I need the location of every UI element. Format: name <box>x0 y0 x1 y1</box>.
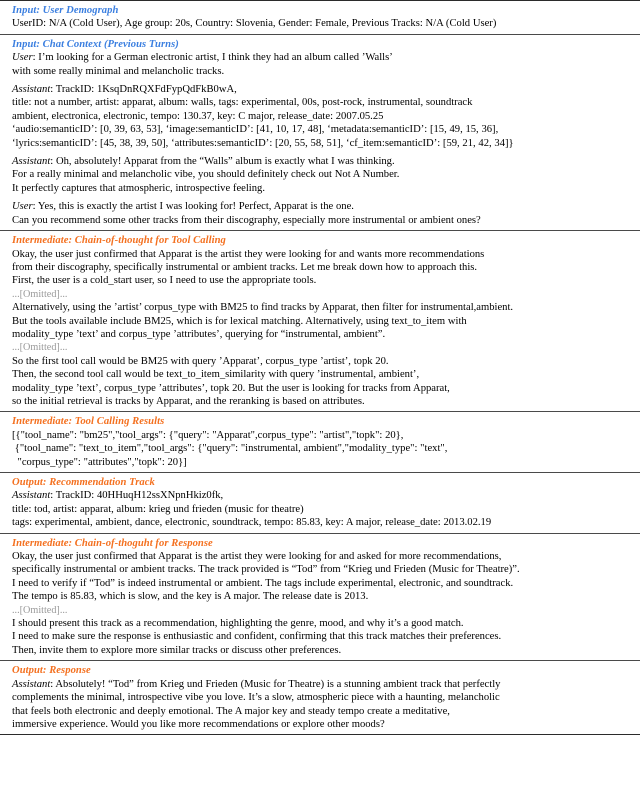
chat-turn-user-1 <box>12 51 628 64</box>
section-cot-tool-calling <box>0 231 640 411</box>
cot-tool-line-6: modality_type ’text’ and corpus_type ’attributes’, querying for “instrumental, ambient”. <box>12 328 386 340</box>
cot-tool-line-3: First, the user is a cold_start user, so I need to use the appropriate tools. <box>12 275 317 287</box>
cot-response-line-2: specifically instrumental or ambient tracks. The track provided is “Tod” from “Krieg und Frieden (Music for Theatre)”. <box>12 564 520 576</box>
chat-turn-assistant-1-text: : TrackID: 1KsqDnRQXFdFypQdFkB0wA, <box>50 84 237 96</box>
cot-response-line-3: I need to verify if “Tod” is indeed instrumental or ambient. The tags include experimental, electronic, and soundtrack. <box>12 577 514 589</box>
section-response <box>0 661 640 734</box>
section-heading-recommendation-track: Output: Recommendation Track <box>12 477 155 488</box>
tool-result-line-2: {"tool_name": "text_to_item","tool_args": {"query": "instrumental, ambient","modality_type": "text", <box>12 443 448 455</box>
section-heading-chat-context: Input: Chat Context (Previous Turns) <box>12 38 179 50</box>
response-line-3: that feels both electronic and deeply emotional. The A major key and steady tempo create a meditative, <box>12 705 450 717</box>
section-cot-response <box>0 534 640 661</box>
response-line-2: complements the minimal, introspective vibe you love. It’s a slow, atmospheric piece with a haunting, melancholic <box>12 692 500 704</box>
section-tool-calling-results <box>0 412 640 472</box>
response-line-1 <box>12 678 628 691</box>
cot-tool-line-4: Alternatively, using the ’artist’ corpus_type with BM25 to find tracks by Apparat, then filter for instrumental,ambient. <box>12 302 514 314</box>
omitted-marker-3: ...[Omitted]... <box>12 604 68 616</box>
response-line-1-text: : Absolutely! “Tod” from Krieg und Frieden (Music for Theatre) is a stunning ambient track that perfectly <box>50 678 501 690</box>
cot-tool-line-7: So the first tool call would be BM25 with query ’Apparat’, corpus_type ’artist’, topk 20. <box>12 355 389 367</box>
chat-turn-user-2-cont: Can you recommend some other tracks from their discography, especially more instrumental or ambient ones? <box>12 214 481 226</box>
role-label-assistant: Assistant <box>12 84 51 96</box>
rec-track-id-text: : TrackID: 40HHuqH12ssXNpnHkiz0fk, <box>50 490 224 502</box>
semantic-id-line-2: ‘lyrics:semanticID’: [45, 38, 39, 50], ‘attributes:semanticID’: [20, 55, 58, 51], ‘cf_item:semanticID’: [59, 21, 42, 34]} <box>12 137 514 149</box>
role-label-assistant: Assistant <box>12 156 51 168</box>
track-title-line: title: not a number, artist: apparat, album: walls, tags: experimental, 00s, post-rock, instrumental, soundtrack <box>12 97 473 109</box>
chat-turn-user-2 <box>12 200 628 213</box>
bottom-rule <box>0 734 640 735</box>
rec-track-title-line: title: tod, artist: apparat, album: krieg und frieden (music for theatre) <box>12 503 304 515</box>
chat-turn-user-1-text: : I’m looking for a German electronic artist, I think they had an album called ’Walls’ <box>32 52 393 64</box>
cot-response-line-6: I need to make sure the response is enthusiastic and confident, confirming that this track matches their preferences. <box>12 631 502 643</box>
section-chat-context <box>0 35 640 230</box>
cot-tool-line-10: so the initial retrieval is tracks by Apparat, and the reranking is based on attributes. <box>12 395 365 407</box>
chat-turn-assistant-2-cont2: It perfectly captures that atmospheric, introspective feeling. <box>12 182 265 194</box>
rec-track-id-line <box>12 489 628 502</box>
cot-tool-line-8: Then, the second tool call would be text_to_item_similarity with query ’instrumental, ambient’, <box>12 369 420 381</box>
tool-result-line-1: [{"tool_name": "bm25","tool_args": {"query": "Apparat",corpus_type": "artist","topk": 20}, <box>12 429 404 441</box>
omitted-marker-2: ...[Omitted]... <box>12 342 68 354</box>
section-heading-user-demograph: Input: User Demograph <box>12 5 119 16</box>
tool-result-line-3: "corpus_type": "attributes","topk": 20}] <box>12 456 187 468</box>
section-heading-tool-calling-results: Intermediate: Tool Calling Results <box>12 416 165 428</box>
cot-tool-line-1: Okay, the user just confirmed that Apparat is the artist they were looking for and wants more recommendations <box>12 248 485 260</box>
response-line-4: immersive experience. Would you like more recommendations or explore other moods? <box>12 718 385 730</box>
semantic-id-line-1: ‘audio:semanticID’: [0, 39, 63, 53], ‘image:semanticID’: [41, 10, 17, 48], ‘metadata:semanticID’: [15, 49, 15, 36], <box>12 124 499 136</box>
role-label-assistant: Assistant <box>12 490 51 502</box>
chat-turn-user-2-text: : Yes, this is exactly the artist I was looking for! Perfect, Apparat is the one. <box>32 201 354 213</box>
role-label-user: User <box>12 201 33 213</box>
cot-response-line-5: I should present this track as a recommendation, highlighting the genre, mood, and why it’s a good match. <box>12 618 464 630</box>
chat-turn-assistant-2-text: : Oh, absolutely! Apparat from the “Walls” album is exactly what I was thinking. <box>50 156 395 168</box>
chat-turn-user-1-cont: with some really minimal and melancholic tracks. <box>12 65 225 77</box>
section-heading-cot-tool-calling: Intermediate: Chain-of-thought for Tool Calling <box>12 235 226 247</box>
cot-tool-line-9: modality_type ’text’, corpus_type ’attributes’, topk 20. But the user is looking for tracks from Apparat, <box>12 382 450 394</box>
chat-turn-assistant-2 <box>12 155 628 168</box>
section-heading-cot-response: Intermediate: Chain-of-thoguht for Response <box>12 537 213 549</box>
section-recommendation-track <box>0 473 640 533</box>
track-tags-line: ambient, electronica, electronic, tempo: 130.37, key: C major, release_date: 2007.05.25 <box>12 110 384 122</box>
user-demograph-line: UserID: N/A (Cold User), Age group: 20s, Country: Slovenia, Gender: Female, Previous Tracks: N/A (Cold User) <box>12 18 497 30</box>
section-heading-response: Output: Response <box>12 665 91 677</box>
omitted-marker-1: ...[Omitted]... <box>12 288 68 300</box>
cot-tool-line-5: But the tools available include BM25, which is for lexical matching. Alternatively, using text_to_item with <box>12 315 467 327</box>
cot-response-line-7: Then, invite them to explore more similar tracks or discuss other preferences. <box>12 644 342 656</box>
role-label-user: User <box>12 52 33 64</box>
chat-turn-assistant-2-cont1: For a really minimal and melancholic vibe, you should definitely check out Not A Number. <box>12 169 400 181</box>
cot-response-line-1: Okay, the user just confirmed that Apparat is the artist they were looking for and asked for more recommendations, <box>12 551 502 563</box>
chat-turn-assistant-1 <box>12 83 628 96</box>
rec-track-tags-line: tags: experimental, ambient, dance, electronic, soundtrack, tempo: 85.83, key: A major, release_date: 2013.02.19 <box>12 517 492 529</box>
section-user-demograph <box>0 1 640 34</box>
role-label-assistant: Assistant <box>12 678 51 690</box>
cot-tool-line-2: from their discography, specifically instrumental or ambient tracks. Let me break down how to approach this. <box>12 261 478 273</box>
cot-response-line-4: The tempo is 85.83, which is slow, and the key is A major. The release date is 2013. <box>12 591 369 603</box>
